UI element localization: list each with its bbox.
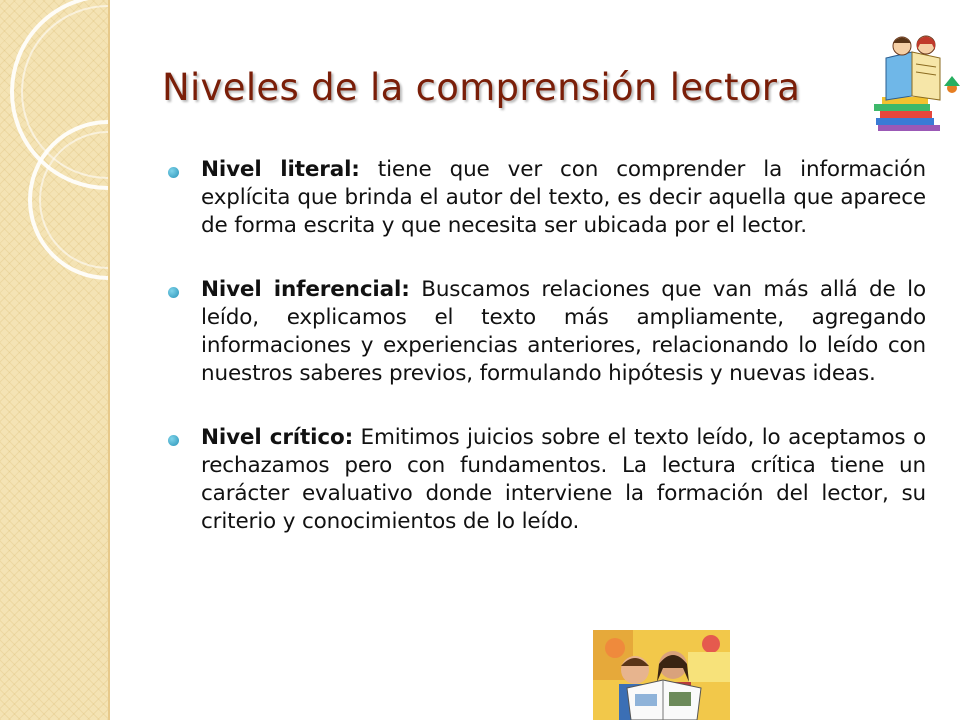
kids-reading-photo [593,630,730,720]
bullet-term: Nivel inferencial: [201,277,410,302]
bullet-dot-icon [168,167,179,178]
bullet-item-inferencial [168,276,926,388]
decorative-side-band [0,0,110,720]
circle-ornament-icon [0,0,108,720]
bullet-term: Nivel crítico: [201,425,354,450]
bullet-item-critico [168,424,926,536]
bullet-body: tiene que ver con comprender la información explícita que brinda el autor del texto, es decir aquella que aparece de forma escrita y que necesita ser ubicada por el lector. [201,157,926,238]
bullet-term: Nivel literal: [201,157,360,182]
bullet-item-literal [168,156,926,240]
bullet-dot-icon [168,287,179,298]
bullet-text [201,276,926,388]
slide-title: Niveles de la comprensión lectora [162,66,801,109]
bullet-body: Emitimos juicios sobre el texto leído, lo aceptamos o rechazamos pero con fundamentos. La lectura crítica tiene un carácter evaluativo donde interviene la formación del lector, su criterio y conocimientos de lo leído. [201,425,926,534]
bullet-list [168,156,926,572]
bullet-text [201,424,926,536]
bullet-body: Buscamos relaciones que van más allá de lo leído, explicamos el texto más ampliamente, agregando informaciones y experiencias anteriores, relacionando lo leído con nuestros saberes previos, formulando hipótesis y nuevas ideas. [201,277,927,386]
bullet-text [201,156,926,240]
bullet-dot-icon [168,435,179,446]
kids-reading-illustration [872,28,960,136]
